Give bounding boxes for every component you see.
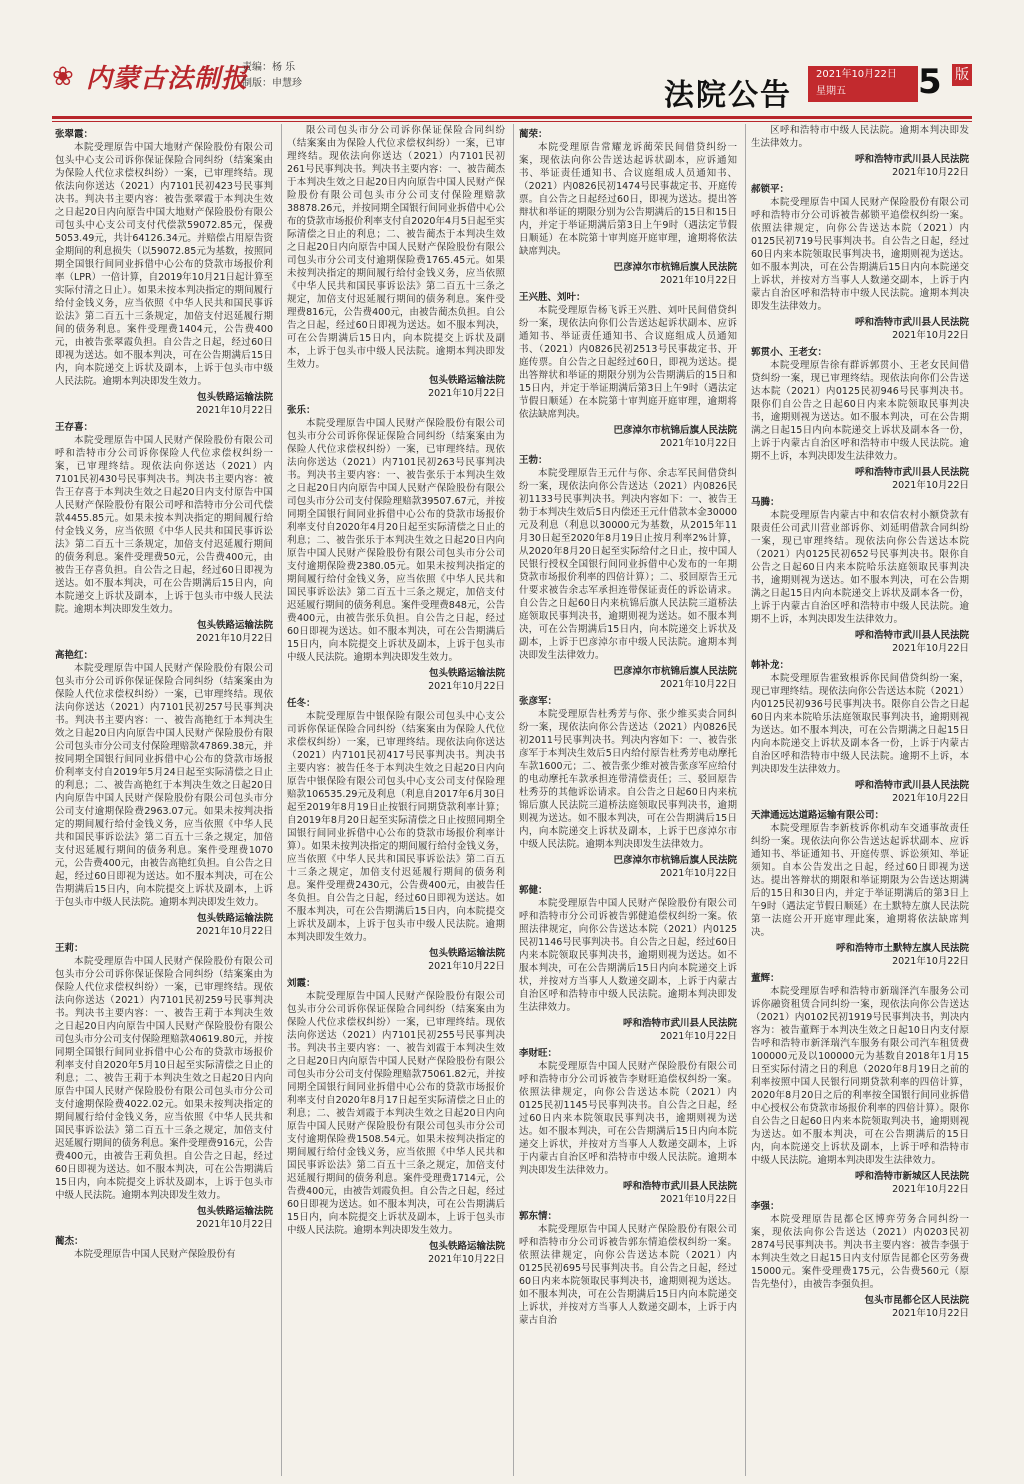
notice-court: 包头铁路运输法院 bbox=[196, 1206, 273, 1217]
notice-party: 王勃： bbox=[519, 455, 548, 466]
notice-date: 2021年10月22日 bbox=[428, 681, 505, 692]
notice-body: 区呼和浩特市中级人民法院。逾期本判决即发生法律效力。 bbox=[751, 125, 969, 149]
notice-court: 包头铁路运输法院 bbox=[428, 1241, 505, 1252]
notice-body: 本院受理原告中国人民财产保险股份有限公司呼和浩特市分公司诉被告郭健追偿权纠纷一案。依照法律规定，向你公告送达本院（2021）内0125民初1146号民事判决书。自公告之日起，经过60日内来本院领取民事判决书，逾期则视为送达。如不服本判决，可在公告期满后15日内向本院递交上诉状，并按对方当事人人数递交副本，上诉于内蒙古自治区呼和浩特市中级人民法院。逾期本判决即发生法律效力。 bbox=[519, 898, 737, 1013]
notice-body: 本院受理原告中国人民财产保险股份有限公司呼和浩特市分公司诉你保险人代位求偿权纠纷一案，已审理终结。现依法向你送达（2021）内7101民初430号民事判决书。判决书主要内容：被告王存喜于本判决生效之日起20日内支付原告中国人民财产保险股份有限公司呼和浩特市分公司代偿款4455.85元。如果未按本判决指定的期间履行给付金钱义务，应当依照《中华人民共和国民事诉讼法》第二百五十三条规定，加倍支付迟延履行期间的债务利息。案件受理费50元，公告费400元，由被告王存喜负担。自公告之日起，经过60日即视为送达。如不服本判决，可在公告期满后15日内，向本院递交上诉状及副本，上诉于包头市中级人民法院。逾期本判决即发生效力。 bbox=[55, 435, 273, 615]
notice-date: 2021年10月22日 bbox=[892, 1308, 969, 1319]
notice-date: 2021年10月22日 bbox=[892, 643, 969, 654]
notice-date: 2021年10月22日 bbox=[892, 793, 969, 804]
notice-body: 本院受理原告王元什与你、余志军民间借贷纠纷一案，现依法向你公告送达（2021）内0826民初1133号民事判决书。判决内容如下：一、被告王勃于本判决生效后5日内偿还王元什借款本金30000元及利息（利息以30000元为基数，从2015年11月30日起至2020年8月19日止按月利率2%计算，从2020年8月20日起至实际给付之日止，按中国人民银行授权全国银行间同业拆借中心发布的一年期贷款市场报价利率的四倍计算）；二、驳回原告王元什要求被告余志军承担连带保证责任的诉讼请求。自公告之日起60日内来杭锦后旗人民法院三道桥法庭领取民事判决书，逾期则视为送达。如不服本判决，可在公告期满后15日内，向本院递交上诉状及副本，上诉于巴彦淖尔市中级人民法院。逾期本判决即发生法律效力。 bbox=[519, 468, 737, 661]
notice-date: 2021年10月22日 bbox=[660, 275, 737, 286]
date-box bbox=[808, 66, 918, 102]
court-notice bbox=[519, 1047, 737, 1206]
court-notice bbox=[55, 942, 273, 1231]
notice-body: 本院受理原告杜秀芳与你、张少维买卖合同纠纷一案，现依法向你公告送达（2021）内0826民初2011号民事判决书。判决内容如下：一、被告张彦军于本判决生效后5日内给付原告杜秀芳电动摩托车款1600元；二、被告张少维对被告张彦军应给付的电动摩托车款承担连带清偿责任；三、驳回原告杜秀芬的其他诉讼请求。自公告之日起60日内来杭锦后旗人民法院三道桥法庭领取民事判决书，逾期则视为送达。如不服本判决，可在公告期满后15日内，向本院递交上诉状及副本，上诉于巴彦淖尔市中级人民法院。逾期本判决即发生法律效力。 bbox=[519, 709, 737, 850]
notice-court: 包头铁路运输法院 bbox=[196, 392, 273, 403]
notice-date: 2021年10月22日 bbox=[428, 1254, 505, 1265]
notice-party: 张乐： bbox=[287, 405, 316, 416]
notice-body: 本院受理原告中国人民财产保险股份有 bbox=[74, 1249, 236, 1260]
notice-body: 本院受理原告内蒙古中和农信农村小额贷款有限责任公司武川营业部诉你、刘延明借款合同纠纷一案，现已审理终结。现依法向你公告送达本院（2021）内0125民初652号民事判决书。限你自公告之日起60日内来本院哈乐法庭领取民事判决书，逾期则视为送达。如不服本判决，可在公告期满之日起15日内向本院递交上诉状及副本各一份，上诉于内蒙古自治区呼和浩特市中级人民法院。逾期不上诉，本判决即发生法律效力。 bbox=[751, 510, 969, 625]
notice-body: 本院受理原告中国人民财产保险股份有限公司包头市分公司诉你保证保险合同纠纷（结案案由为保险人代位求偿权纠纷）一案，已审理终结。现依法向你送达（2021）内7101民初263号民事判决书。判决书主要内容：一、被告张乐于本判决生效之日起20日内向原告中国人民财产保险股份有限公司包头市分公司支付保险理赔款39507.67元，并按同期全国银行间同业拆借中心公布的贷款市场报价利率支付自2020年4月20日起至实际清偿之日止的利息；二、被告张乐于本判决生效之日起20日内向原告中国人民财产保险股份有限公司包头市分公司支付逾期保险费2380.05元。如果未按判决指定的期间履行给付金钱义务，应当依照《中华人民共和国民事诉讼法》第二百五十三条之规定，加倍支付迟延履行期间的债务利息。案件受理费848元，公告费400元，由被告张乐负担。自公告之日起，经过60日即视为送达。如不服本判决，可在公告期满后15日内，向本院提交上诉状及副本，上诉于包头市中级人民法院。逾期本判决即发生效力。 bbox=[287, 418, 505, 663]
notice-court: 呼和浩特市武川县人民法院 bbox=[854, 467, 969, 478]
column-1 bbox=[52, 124, 276, 1476]
notice-party: 蔺杰： bbox=[55, 1236, 84, 1247]
notice-party: 王莉： bbox=[55, 943, 84, 954]
court-notice bbox=[751, 659, 969, 805]
notice-date: 2021年10月22日 bbox=[196, 405, 273, 416]
court-notice bbox=[519, 1210, 737, 1327]
notice-party: 韩补龙： bbox=[751, 660, 790, 671]
court-notice bbox=[751, 1200, 969, 1320]
court-notice bbox=[287, 124, 505, 400]
newspaper-logo bbox=[52, 58, 248, 95]
notice-party: 郭健： bbox=[519, 885, 548, 896]
notice-body: 限公司包头市分公司诉你保证保险合同纠纷（结案案由为保险人代位求偿权纠纷）一案，已审理终结。现依法向你送达（2021）内7101民初261号民事判决书。判决书主要内容：一、被告蔺杰于本判决生效之日起20日内向原告中国人民财产保险股份有限公司包头市分公司支付保险理赔款38878.26元，并按同期全国银行间同业拆借中心公布的贷款市场报价利率支付自2020年4月5日起至实际清偿之日止的利息；二、被告蔺杰于本判决生效之日起20日内向原告中国人民财产保险股份有限公司包头市分公司支付逾期保险费1765.45元。如果未按判决指定的期间履行给付金钱义务，应当依照《中华人民共和国民事诉讼法》第二百五十三条之规定，加倍支付迟延履行期间的债务利息。案件受理费816元，公告费400元，由被告蔺杰负担。自公告之日起，经过60日即视为送达。如不服本判决，可在公告期满后15日内，向本院提交上诉状及副本，上诉于包头市中级人民法院。逾期本判决即发生效力。 bbox=[287, 125, 505, 370]
notice-body: 本院受理原告李新枝诉你机动车交通事故责任纠纷一案。现依法向你公告送达起诉状副本、应诉通知书、举证通知书、开庭传票、诉讼须知、举证须知。自本公告发出之日起，经过60日即视为送达。提出答辩状的期限和举证期限为公告送达期满后的15日和30日内，并定于举证期满后的第3日上午9时（遇法定节假日顺延）在土默特左旗人民法院第一法庭公开开庭审理此案，逾期将依法缺席判决。 bbox=[751, 823, 969, 938]
court-notice bbox=[287, 977, 505, 1266]
court-notice bbox=[519, 454, 737, 691]
notice-date: 2021年10月22日 bbox=[660, 868, 737, 879]
notice-date: 2021年10月22日 bbox=[892, 1184, 969, 1195]
notice-date: 2021年10月22日 bbox=[428, 961, 505, 972]
notice-court: 呼和浩特市武川县人民法院 bbox=[854, 317, 969, 328]
notice-court: 巴彦淖尔市杭锦后旗人民法院 bbox=[613, 262, 737, 273]
notice-date: 2021年10月22日 bbox=[892, 956, 969, 967]
court-notice bbox=[751, 183, 969, 342]
notice-body: 本院受理原告中国人民财产保险股份有限公司包头市分公司诉你保证保险合同纠纷（结案案由为保险人代位求偿权纠纷）一案，已审理终结。现依法向你送达（2021）内7101民初257号民事判决书。判决书主要内容：一、被告高艳红于本判决生效之日起20日内向原告中国人民财产保险股份有限公司包头市分公司支付保险理赔款47869.38元，并按同期全国银行间同业拆借中心公布的贷款市场报价利率支付自2019年5月24日起至实际清偿之日止的利息；二、被告高艳红于本判决生效之日起20日内向原告中国人民财产保险股份有限公司包头市分公司支付逾期保险费2963.07元。如果未按判决指定的期间履行给付金钱义务，应当依照《中华人民共和国民事诉讼法》第二百五十三条之规定，加倍支付迟延履行期间的债务利息。案件受理费1070元，公告费400元，由被告高艳红负担。自公告之日起，经过60日即视为送达。如不服本判决，可在公告期满后15日内，向本院提交上诉状及副本，上诉于包头市中级人民法院。逾期本判决即发生效力。 bbox=[55, 663, 273, 908]
notice-date: 2021年10月22日 bbox=[892, 330, 969, 341]
court-notice bbox=[519, 884, 737, 1043]
notice-party: 郭贯小、王老女： bbox=[751, 347, 828, 358]
notice-party: 蔺荣： bbox=[519, 129, 548, 140]
court-notice bbox=[55, 1235, 273, 1261]
notice-body: 本院受理原告中国人民财产保险股份有限公司包头市分公司诉你保证保险合同纠纷（结案案由为保险人代位求偿权纠纷）一案，已审理终结。现依法向你送达（2021）内7101民初255号民事判决书。判决书主要内容：一、被告刘霞于本判决生效之日起20日内向原告中国人民财产保险股份有限公司包头市分公司支付保险理赔款75061.82元，并按同期全国银行间同业拆借中心公布的贷款市场报价利率支付自2020年8月17日起至实际清偿之日止的利息；二、被告刘霞于本判决生效之日起20日内向原告中国人民财产保险股份有限公司包头市分公司支付逾期保险费1508.54元。如果未按判决指定的期间履行给付金钱义务，应当依照《中华人民共和国民事诉讼法》第二百五十三条之规定，加倍支付迟延履行期间的债务利息。案件受理费1714元，公告费400元，由被告刘霞负担。自公告之日起，经过60日即视为送达。如不服本判决，可在公告期满后15日内，向本院提交上诉状及副本，上诉于包头市中级人民法院。逾期本判决即发生效力。 bbox=[287, 991, 505, 1236]
notice-court: 呼和浩特市土默特左旗人民法院 bbox=[835, 943, 969, 954]
header-rule bbox=[52, 116, 972, 119]
notice-body: 本院受理原告中国大地财产保险股份有限公司包头中心支公司诉你保证保险合同纠纷（结案案由为保险人代位求偿权纠纷）一案，已审理终结。现依法向你送达（2021）内7101民初423号民事判决书。判决书主要内容：被告张翠霞于本判决生效之日起20日内向原告中国大地财产保险股份有限公司包头中心支公司支付代偿款59072.85元，保费5053.49元，共计64126.34元。并赔偿占用原告资金期间的利息损失（以59072.85元为基数，按照同期全国银行间同业拆借中心公布的贷款市场报价利率（LPR）一倍计算，自2019年10月21日起计算至实际付清之日止）。如果未按本判决指定的期间履行给付金钱义务，应当依照《中华人民共和国民事诉讼法》第二百五十三条规定，加倍支付迟延履行期间的债务利息。案件受理费1404元，公告费400元，由被告张翠霞负担。自公告之日起，经过60日即视为送达。如不服本判决，可在公告期满后15日内，向本院递交上诉状及副本，上诉于包头市中级人民法院。逾期本判决即发生效力。 bbox=[55, 142, 273, 387]
notice-date: 2021年10月22日 bbox=[660, 1194, 737, 1205]
notice-party: 马腾： bbox=[751, 497, 780, 508]
header-rule-thin bbox=[52, 121, 972, 122]
notice-court: 呼和浩特市新城区人民法院 bbox=[854, 1171, 969, 1182]
court-notice bbox=[751, 496, 969, 655]
court-notice bbox=[751, 346, 969, 492]
editor-credits bbox=[242, 60, 302, 92]
notice-party: 王存喜： bbox=[55, 422, 94, 433]
notice-body: 本院受理原告杨飞诉王兴胜、刘叶民间借贷纠纷一案，现依法向你们公告送达起诉状副本、应诉通知书、举证责任通知书、合议庭组成人员通知书、（2021）内0826民初2513号民事裁定书、开庭传票。自公告之日起经过60日，即视为送达。提出答辩状和举证的期限分别为公告期满后的15日和15日内，并定于举证期满后第3日上午9时（遇法定节假日顺延）在本院第十审判庭开庭审理，逾期将依法缺席判决。 bbox=[519, 305, 737, 420]
notice-party: 李强： bbox=[751, 1201, 780, 1212]
column-2 bbox=[281, 124, 508, 1476]
notice-party: 董辉： bbox=[751, 973, 780, 984]
notice-party: 天津通远达道路运输有限公司： bbox=[751, 810, 885, 821]
notice-court: 呼和浩特市武川县人民法院 bbox=[854, 630, 969, 641]
ban-label: 版 bbox=[952, 64, 972, 86]
notice-court: 包头铁路运输法院 bbox=[196, 913, 273, 924]
column-3 bbox=[513, 124, 740, 1476]
editor: 责编：杨 乐 bbox=[242, 62, 296, 73]
notice-body: 本院受理原告呼和浩特市新瑞泽汽车服务公司诉你融资租赁合同纠纷一案，现依法向你公告送达（2021）内0102民初1919号民事判决书，判决内容为：被告董辉于本判决生效之日起10日内支付原告呼和浩特市新泽瑞汽车服务有限公司汽车租赁费100000元及以100000元为基数自2018年1月15日至实际付清之日的利息（2020年8月19日之前的利率按照中国人民银行同期贷款利率的四倍计算，2020年8月20日之后的利率按全国银行间同业拆借中心授权公布贷款市场报价利率的四倍计算）。限你自公告之日起60日内来本院领取判决书，逾期则视为送达。如不服本判决，可在公告期满后的15日内，向本院递交上诉状及副本，上诉于呼和浩特市中级人民法院。逾期本判决即发生法律效力。 bbox=[751, 986, 969, 1166]
notice-court: 巴彦淖尔市杭锦后旗人民法院 bbox=[613, 425, 737, 436]
court-notice bbox=[519, 128, 737, 287]
notice-date: 2021年10月22日 bbox=[660, 679, 737, 690]
emblem-icon: ❀ bbox=[52, 61, 74, 92]
notice-body: 本院受理原告中银保险有限公司包头中心支公司诉你保证保险合同纠纷（结案案由为保险人代位求偿权纠纷）一案，已审理终结。现依法向你送达（2021）内7101民初417号民事判决书。判决书主要内容：被告任冬于本判决生效之日起20日内向原告中银保险有限公司包头中心支公司支付保险理赔款106535.29元及利息（利息自2017年6月30日起至2019年8月19日止按银行同期贷款利率计算；自2019年8月20日起至实际清偿之日止按照同期全国银行间同业拆借中心公布的贷款市场报价利率计算）。如果未按判决指定的期间履行给付金钱义务，应当依照《中华人民共和国民事诉讼法》第二百五十三条之规定，加倍支付迟延履行期间的债务利息。案件受理费2430元，公告费400元，由被告任冬负担。自公告之日起，经过60日即视为送达。如不服本判决，可在公告期满后15日内，向本院提交上诉状及副本，上诉于包头市中级人民法院。逾期本判决即发生效力。 bbox=[287, 711, 505, 943]
notice-body: 本院受理原告中国人民财产保险股份有限公司呼和浩特市分公司诉被告李财旺追偿权纠纷一案。依照法律规定，向你公告送达本院（2021）内0125民初1145号民事判决书。自公告之日起，经过60日内来本院领取民事判决书，逾期则视为送达。如不服本判决，可在公告期满后15日内向本院递交上诉状，并按对方当事人人数递交副本，上诉于内蒙古自治区呼和浩特市中级人民法院。逾期本判决即发生法律效力。 bbox=[519, 1061, 737, 1176]
issue-date: 2021年10月22日 bbox=[816, 69, 897, 80]
issue-weekday: 星期五 bbox=[816, 86, 846, 97]
notice-party: 任冬： bbox=[287, 698, 316, 709]
section-title: 法院公告 bbox=[664, 78, 792, 113]
court-notice bbox=[519, 291, 737, 450]
notice-body: 本院受理原告霍致根诉你民间借贷纠纷一案，现已审理终结。现依法向你公告送达本院（2021）内0125民初936号民事判决书。限你自公告之日起60日内来本院哈乐法庭领取民事判决书，逾期则视为送达。如不服本判决，可在公告期满之日起15日内向本院递交上诉状及副本各一份，上诉于内蒙古自治区呼和浩特市中级人民法院。逾期不上诉，本判决即发生法律效力。 bbox=[751, 673, 969, 775]
notice-court: 巴彦淖尔市杭锦后旗人民法院 bbox=[613, 666, 737, 677]
notice-body: 本院受理原告昆都仑区博弈劳务合同纠纷一案，现依法向你公告送达（2021）内0203民初2874号民事判决书。判决书主要内容：被告李强于本判决生效之日起15日内支付原告昆都仑区劳务费15000元。案件受理费175元，公告费560元（原告先垫付），由被告李强负担。 bbox=[751, 1214, 969, 1290]
court-notice bbox=[751, 809, 969, 968]
notice-party: 王兴胜、刘叶： bbox=[519, 292, 586, 303]
notice-court: 呼和浩特市武川县人民法院 bbox=[854, 780, 969, 791]
notice-court: 巴彦淖尔市杭锦后旗人民法院 bbox=[613, 855, 737, 866]
masthead bbox=[52, 52, 972, 116]
notice-date: 2021年10月22日 bbox=[892, 480, 969, 491]
page-number: 5 bbox=[918, 62, 942, 102]
notice-party: 高艳红： bbox=[55, 650, 94, 661]
notice-date: 2021年10月22日 bbox=[660, 1031, 737, 1042]
court-notice bbox=[287, 404, 505, 693]
notice-party: 张翠霞： bbox=[55, 129, 94, 140]
notice-date: 2021年10月22日 bbox=[196, 1219, 273, 1230]
notice-court: 呼和浩特市武川县人民法院 bbox=[622, 1018, 737, 1029]
notice-body: 本院受理原告常耀龙诉蔺荣民间借贷纠纷一案，现依法向你公告送达起诉状副本，应诉通知书、举证责任通知书、合议庭组成人员通知书、（2021）内0826民初1474号民事裁定书、开庭传票。自公告之日起经过60日，即视为送达。提出答辩状和举证的期限分别为公告期满后的15日和15日内，并定于举证期满后第3日上午9时（遇法定节假日顺延）在本院第十审判庭开庭审理，逾期将依法缺席判决。 bbox=[519, 142, 737, 257]
court-notice bbox=[55, 649, 273, 938]
notice-court: 呼和浩特市武川县人民法院 bbox=[854, 154, 969, 165]
notice-date: 2021年10月22日 bbox=[196, 633, 273, 644]
notice-date: 2021年10月22日 bbox=[892, 167, 969, 178]
column-4 bbox=[745, 124, 972, 1476]
notice-body: 本院受理原告中国人民财产保险股份有限公司包头市分公司诉你保证保险合同纠纷（结案案由为保险人代位求偿权纠纷）一案，已审理终结。现依法向你送达（2021）内7101民初259号民事判决书。判决书主要内容：一、被告王莉于本判决生效之日起20日内向原告中国人民财产保险股份有限公司包头市分公司支付保险理赔款40619.80元，并按同期全国银行间同业拆借中心公布的贷款市场报价利率支付自2020年5月10日起至实际清偿之日止的利息；二、被告王莉于本判决生效之日起20日内向原告中国人民财产保险股份有限公司包头市分公司支付逾期保险费4022.02元。如果未按判决指定的期间履行给付金钱义务，应当依照《中华人民共和国民事诉讼法》第二百五十三条之规定，加倍支付迟延履行期间的债务利息。案件受理费916元，公告费400元，由被告王莉负担。自公告之日起，经过60日即视为送达。如不服本判决，可在公告期满后15日内，向本院提交上诉状及副本，上诉于包头市中级人民法院。逾期本判决即发生效力。 bbox=[55, 956, 273, 1201]
notice-party: 刘霞： bbox=[287, 978, 316, 989]
notice-party: 郝锁平： bbox=[751, 184, 790, 195]
notice-court: 包头铁路运输法院 bbox=[196, 620, 273, 631]
notice-party: 张彦军： bbox=[519, 696, 558, 707]
logo-text: 内蒙古法制报 bbox=[86, 64, 249, 94]
notice-date: 2021年10月22日 bbox=[428, 388, 505, 399]
court-notice bbox=[55, 128, 273, 417]
notice-court: 包头市昆都仑区人民法院 bbox=[864, 1295, 969, 1306]
court-notice bbox=[519, 695, 737, 880]
court-notice bbox=[751, 972, 969, 1196]
notice-court: 包头铁路运输法院 bbox=[428, 668, 505, 679]
notice-body: 本院受理原告徐有群诉郭贯小、王老女民间借贷纠纷一案，现已审理终结。现依法向你们公告送达本院（2021）内0125民初946号民事判决书。限你们自公告之日起60日内来本院领取民事判决书，逾期则视为送达。如不服本判决，可在公告期满之日起15日内向本院递交上诉状及副本各一份，上诉于内蒙古自治区呼和浩特市中级人民法院。逾期不上诉，本判决即发生法律效力。 bbox=[751, 360, 969, 462]
designer: 制版：申慧珍 bbox=[242, 78, 302, 89]
notice-court: 呼和浩特市武川县人民法院 bbox=[622, 1181, 737, 1192]
court-notice bbox=[55, 421, 273, 645]
notice-date: 2021年10月22日 bbox=[196, 926, 273, 937]
court-notice bbox=[751, 124, 969, 179]
notice-court: 包头铁路运输法院 bbox=[428, 375, 505, 386]
notice-body: 本院受理原告中国人民财产保险股份有限公司呼和浩特市分公司诉被告郝锁平追偿权纠纷一案。依照法律规定，向你公告送达本院（2021）内0125民初719号民事判决书。自公告之日起，经过60日内来本院领取民事判决书，逾期则视为送达。如不服本判决，可在公告期满后15日内向本院递交上诉状，并按对方当事人人数递交副本，上诉于内蒙古自治区呼和浩特市中级人民法院。逾期本判决即发生法律效力。 bbox=[751, 197, 969, 312]
notice-court: 包头铁路运输法院 bbox=[428, 948, 505, 959]
court-notice bbox=[287, 697, 505, 973]
notice-party: 郭东情： bbox=[519, 1211, 558, 1222]
notice-party: 李财旺： bbox=[519, 1048, 558, 1059]
notice-body: 本院受理原告中国人民财产保险股份有限公司呼和浩特市分公司诉被告郭东情追偿权纠纷一案。依照法律规定，向你公告送达本院（2021）内0125民初695号民事判决书。自公告之日起，经过60日内来本院领取民事判决书，逾期则视为送达。如不服本判决，可在公告期满后15日内向本院递交上诉状，并按对方当事人人数递交副本，上诉于内蒙古自治 bbox=[519, 1224, 737, 1326]
notice-date: 2021年10月22日 bbox=[660, 438, 737, 449]
notice-columns bbox=[52, 124, 972, 1476]
